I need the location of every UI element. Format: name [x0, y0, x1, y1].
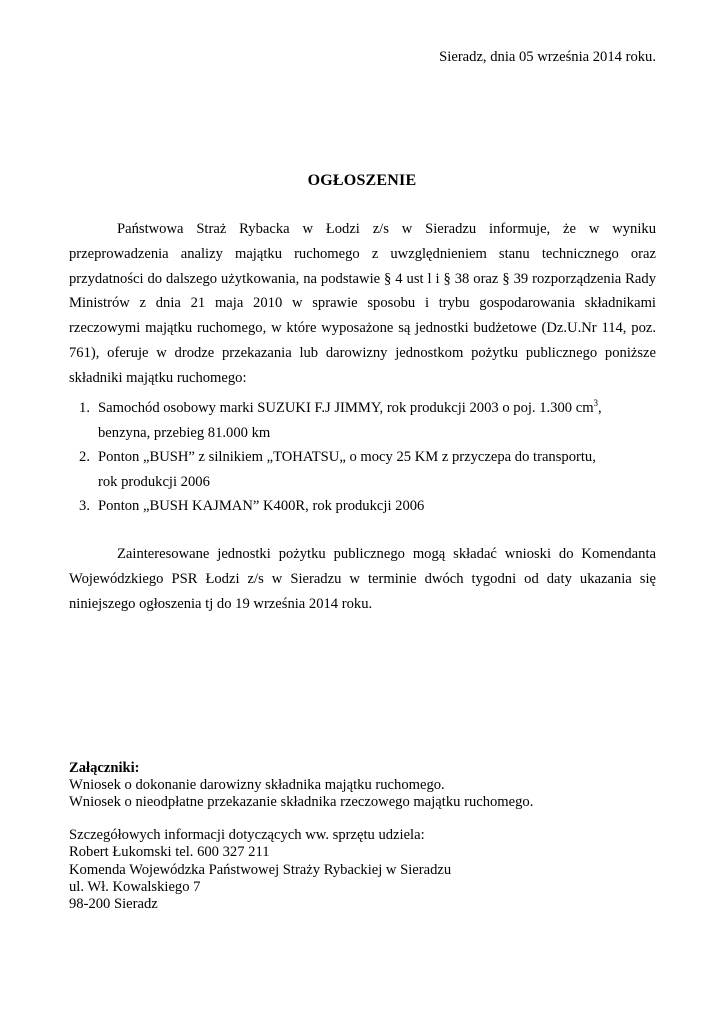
list-item: 1. Samochód osobowy marki SUZUKI F.J JIMMY, rok produkcji 2003 o poj. 1.300 $cm^3$, benzyna, przebieg 81.000 km: [69, 396, 656, 445]
asset-list: [69, 396, 656, 519]
closing-paragraph: Zainteresowane jednostki pożytku publicznego mogą składać wnioski do Komendanta Wojewódzkiego PSR Łodzi z/s w Sieradzu w terminie dwóch tygodni od daty ukazania się niniejszego ogłoszenia tj do 19 września 2014 roku.: [69, 546, 656, 612]
list-item: 3. Ponton „BUSH KAJMAN” K400R, rok produkcji 2006: [69, 494, 656, 519]
attachment-item: Wniosek o nieodpłatne przekazanie składnika rzeczowego majątku ruchomego.: [69, 794, 534, 811]
contact-city: 98-200 Sieradz: [69, 896, 158, 913]
attachments-heading: Załączniki:: [69, 760, 140, 776]
list-item-text: Samochód osobowy marki SUZUKI F.J JIMMY, rok produkcji 2003 o poj. 1.300 $cm^3$,: [98, 398, 602, 416]
list-item-text-continued: benzyna, przebieg 81.000 km: [98, 424, 271, 441]
contact-intro: Szczegółowych informacji dotyczących ww. sprzętu udziela:: [69, 827, 425, 843]
list-item-text-continued: rok produkcji 2006: [98, 473, 210, 490]
contact-organization: Komenda Wojewódzka Państwowej Straży Rybackiej w Sieradzu: [69, 861, 452, 878]
attachments-section: [69, 760, 669, 812]
contact-section: [69, 827, 669, 913]
intro-paragraph: Państwowa Straż Rybacka w Łodzi z/s w Sieradzu informuje, że w wyniku przeprowadzenia analizy majątku ruchomego z uwzględnieniem stanu technicznego oraz przydatności do dalszego użytkowania, na podstawie § 4 ust l i § 38 oraz § 39 rozporządzenia Rady Ministrów z dnia 21 maja 2010 w sprawie sposobu i trybu gospodarowania składnikami rzeczowymi majątku ruchomego, w które wyposażone są jednostki budżetowe (Dz.U.Nr 114, poz. 761), oferuje w drodze przekazania lub darowizny jednostkom pożytku publicznego poniższe składniki majątku ruchomego:: [69, 221, 656, 386]
attachment-item: Wniosek o dokonanie darowizny składnika majątku ruchomego.: [69, 777, 445, 794]
list-item: 2. Ponton „BUSH” z silnikiem „TOHATSU„ o mocy 25 KM z przyczepa do transportu, rok produkcji 2006: [69, 445, 656, 494]
list-item-text: Ponton „BUSH KAJMAN” K400R, rok produkcji 2006: [98, 498, 425, 515]
contact-person: Robert Łukomski tel. 600 327 211: [69, 844, 270, 861]
contact-street: ul. Wł. Kowalskiego 7: [69, 878, 201, 895]
list-item-text: Ponton „BUSH” z silnikiem „TOHATSU„ o mocy 25 KM z przyczepa do transportu,: [98, 449, 596, 466]
superscript: 3: [593, 398, 599, 409]
place-date-line: Sieradz, dnia 05 września 2014 roku.: [439, 49, 656, 65]
document-title: OGŁOSZENIE: [307, 172, 417, 189]
